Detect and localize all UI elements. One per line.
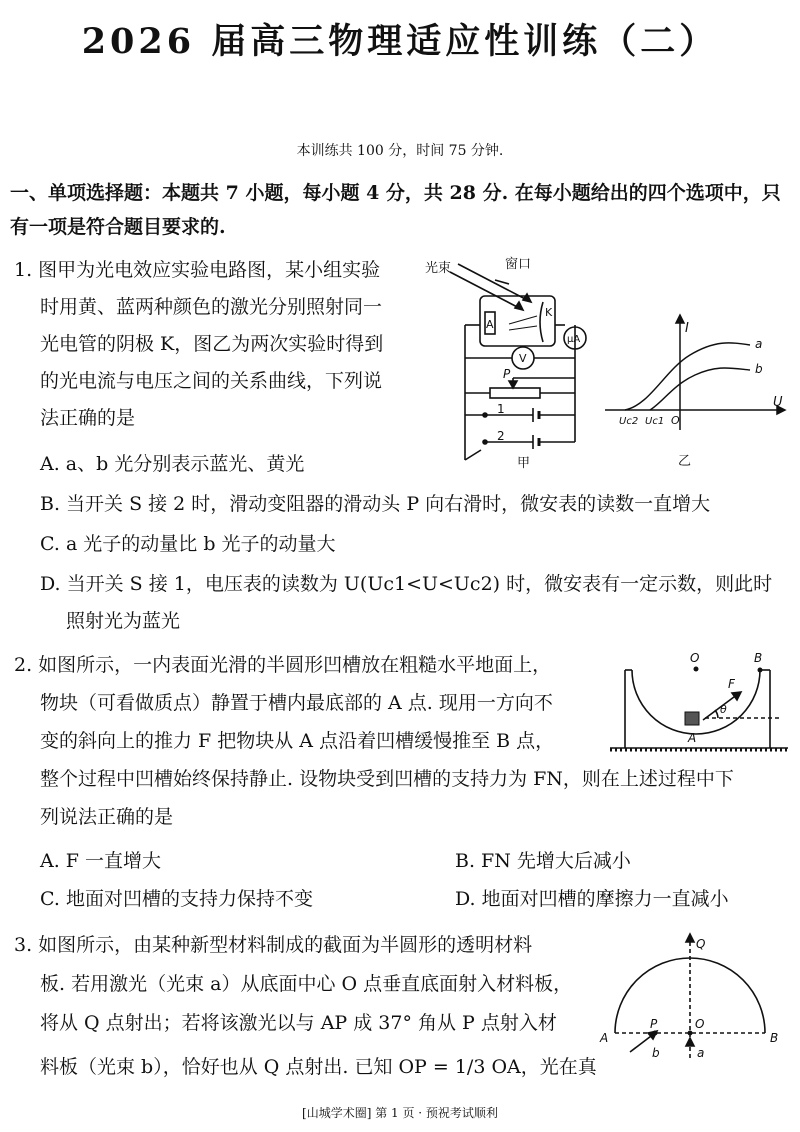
label-anode: A (486, 318, 494, 331)
q3-stem-line-3: 将从 Q 点射出；若将该激光以与 AP 成 37° 角从 P 点射入材 (40, 1012, 557, 1034)
label-switch-2: 2 (497, 429, 505, 443)
label-p: P (650, 1017, 658, 1031)
q1-option-b: B. 当开关 S 接 2 时，滑动变阻器的滑动头 P 向右滑时，微安表的读数一直增大 (40, 493, 711, 515)
label-cathode: K (545, 306, 553, 319)
section-heading-line-1: 一、单项选择题：本题共 7 小题，每小题 4 分，共 28 分. 在每小题给出的四个选项中，只 (10, 182, 781, 204)
q2-stem-line-4: 整个过程中凹槽始终保持静止. 设物块受到凹槽的支持力为 FN，则在上述过程中下 (40, 768, 734, 790)
cathode-plate (540, 302, 543, 342)
q1-stem-line-5: 法正确的是 (40, 407, 136, 429)
label-switch-1: 1 (497, 402, 505, 416)
q3-stem-line-4: 料板（光束 b），恰好也从 Q 点射出. 已知 OP = 1/3 OA，光在真 (40, 1056, 597, 1078)
figure-yi-iu-graph (605, 310, 790, 470)
label-a: A (600, 1031, 609, 1045)
switch-s (465, 450, 481, 460)
q1-stem-line-3: 光电管的阴极 K，图乙为两次实验时得到 (40, 333, 384, 355)
label-curve-a: a (755, 337, 763, 351)
q1-stem-line-1: 1. 图甲为光电效应实验电路图，某小组实验 (14, 259, 381, 281)
ray-arrow (515, 302, 523, 310)
label-uc2: Uc2 (619, 416, 639, 427)
figure-q2-groove (610, 650, 790, 760)
q1-option-d-cont: 照射光为蓝光 (66, 610, 181, 632)
label-beam-b: b (652, 1046, 660, 1060)
label-o: O (695, 1017, 705, 1031)
label-b: B (754, 651, 763, 665)
q2-stem-line-5: 列说法正确的是 (40, 806, 174, 828)
q1-stem-line-4: 的光电流与电压之间的关系曲线，下列说 (40, 370, 383, 392)
window-mark (495, 280, 509, 284)
q2-stem-line-2: 物块（可看做质点）静置于槽内最底部的 A 点. 现用一方向不 (40, 692, 553, 714)
point-p (653, 1031, 658, 1036)
label-i: I (685, 321, 689, 336)
label-voltmeter: V (519, 352, 527, 365)
label-beam-a: a (697, 1046, 705, 1060)
caption-yi: 乙 (678, 454, 692, 469)
figure-q3-semicircle (600, 930, 795, 1060)
rheostat (490, 388, 540, 398)
label-b: B (770, 1031, 779, 1045)
label-curve-b: b (755, 362, 763, 376)
curve-a (625, 343, 750, 410)
label-f: F (728, 677, 735, 691)
point-o (688, 1031, 693, 1036)
block (685, 712, 699, 725)
q1-option-d: D. 当开关 S 接 1，电压表的读数为 U(Uc1<U<Uc2) 时，微安表有一定示数，则此时 (40, 573, 773, 595)
section-heading-line-2: 有一项是符合题目要求的. (10, 216, 226, 238)
page-title: 2026 届高三物理适应性训练（二） (81, 21, 719, 62)
q2-stem-line-3: 变的斜向上的推力 F 把物块从 A 点沿着凹槽缓慢推至 B 点， (40, 730, 555, 752)
label-u: U (773, 395, 783, 410)
q1-option-a: A. a、b 光分别表示蓝光、黄光 (40, 453, 305, 475)
q2-option-b: B. FN 先增大后减小 (455, 850, 631, 872)
label-uc1: Uc1 (645, 416, 665, 427)
point-b (758, 668, 763, 673)
q2-stem-line-1: 2. 如图所示，一内表面光滑的半圆形凹槽放在粗糙水平地面上， (14, 654, 552, 676)
label-q: Q (696, 937, 706, 951)
light-beam-ray (450, 272, 523, 310)
label-microammeter: μA (567, 334, 581, 345)
caption-jia: 甲 (517, 456, 531, 471)
q3-stem-line-2: 板. 若用激光（光束 a）从底面中心 O 点垂直底面射入材料板， (40, 973, 573, 995)
q2-option-a: A. F 一直增大 (40, 850, 162, 872)
figure-jia-circuit (425, 250, 595, 475)
label-window: 窗口 (505, 257, 532, 272)
page-footer: [山城学术圈] 第 1 页 · 预祝考试顺利 (302, 1106, 498, 1120)
label-a: A (688, 731, 697, 745)
exam-info: 本训练共 100 分，时间 75 分钟. (296, 143, 504, 159)
q2-option-c: C. 地面对凹槽的支持力保持不变 (40, 888, 313, 910)
q1-option-c: C. a 光子的动量比 b 光子的动量大 (40, 533, 336, 555)
label-theta: θ (720, 703, 727, 716)
label-origin: O (671, 414, 680, 427)
label-light-beam: 光束 (425, 261, 452, 276)
q1-stem-line-2: 时用黄、蓝两种颜色的激光分别照射同一 (40, 296, 383, 318)
center-o (694, 667, 699, 672)
label-slider-p: P (503, 367, 511, 381)
q3-stem-line-1: 3. 如图所示，由某种新型材料制成的截面为半圆形的透明材料 (14, 934, 533, 956)
curve-b (650, 368, 750, 410)
label-o: O (690, 651, 700, 665)
q2-option-d: D. 地面对凹槽的摩擦力一直减小 (455, 888, 729, 910)
